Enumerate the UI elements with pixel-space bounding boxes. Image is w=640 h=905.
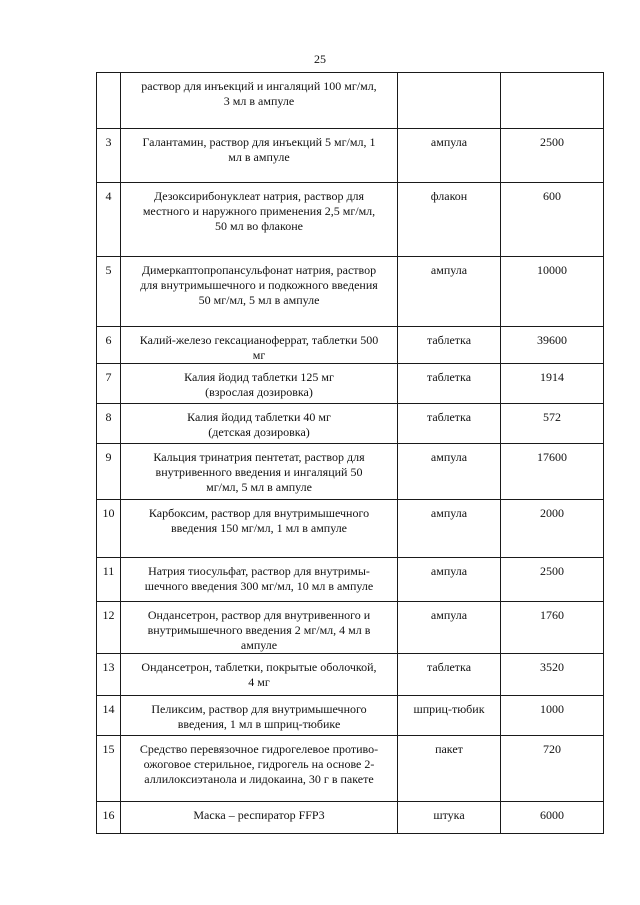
unit-cell: таблетка	[398, 327, 501, 364]
page-number: 25	[314, 52, 326, 66]
unit-cell: ампула	[398, 257, 501, 327]
quantity-cell: 1760	[501, 602, 604, 654]
quantity-cell: 600	[501, 183, 604, 257]
row-number: 11	[97, 558, 121, 602]
item-name-cell	[121, 327, 398, 364]
item-name-line: мл в ампуле	[228, 150, 290, 164]
table-row	[97, 257, 604, 327]
table-row	[97, 404, 604, 444]
item-name-line: 50 мл во флаконе	[215, 219, 303, 233]
item-name-cell	[121, 257, 398, 327]
item-name-cell	[121, 696, 398, 736]
item-name-cell	[121, 558, 398, 602]
item-name-line: 50 мг/мл, 5 мл в ампуле	[198, 293, 320, 307]
row-number: 16	[97, 802, 121, 834]
quantity-cell: 39600	[501, 327, 604, 364]
item-name-cell	[121, 500, 398, 558]
item-name-line: местного и наружного применения 2,5 мг/мл,	[142, 204, 376, 218]
item-name-cell	[121, 183, 398, 257]
quantity-cell: 2000	[501, 500, 604, 558]
quantity-cell: 3520	[501, 654, 604, 696]
quantity-cell: 1914	[501, 364, 604, 404]
row-number: 5	[97, 257, 121, 327]
item-name-line: Ондансетрон, раствор для внутривенного и	[147, 608, 371, 622]
quantity-cell: 572	[501, 404, 604, 444]
item-name-line: ампуле	[240, 638, 278, 652]
item-name-line: Дезоксирибонуклеат натрия, раствор для	[153, 189, 365, 203]
row-number: 3	[97, 129, 121, 183]
item-name-cell	[121, 654, 398, 696]
table-row	[97, 696, 604, 736]
item-name-cell	[121, 736, 398, 802]
unit-cell: ампула	[398, 129, 501, 183]
item-name-line: внутривенного введения и ингаляций 50	[155, 465, 363, 479]
row-number: 8	[97, 404, 121, 444]
row-number: 4	[97, 183, 121, 257]
table-row	[97, 736, 604, 802]
table-row	[97, 602, 604, 654]
item-name-line: введения, 1 мл в шприц-тюбике	[177, 717, 341, 731]
item-name-line: мг/мл, 5 мл в ампуле	[206, 480, 312, 494]
unit-cell: таблетка	[398, 654, 501, 696]
table-row	[97, 802, 604, 834]
row-number: 9	[97, 444, 121, 500]
table-row	[97, 183, 604, 257]
row-number: 10	[97, 500, 121, 558]
unit-cell: ампула	[398, 444, 501, 500]
item-name-cell	[121, 73, 398, 129]
quantity-cell: 17600	[501, 444, 604, 500]
item-name-line: Кальция тринатрия пентетат, раствор для	[153, 450, 365, 464]
table-row	[97, 558, 604, 602]
row-number: 6	[97, 327, 121, 364]
quantity-cell: 6000	[501, 802, 604, 834]
item-name-line: Калий-железо гексацианоферрат, таблетки 500	[139, 333, 379, 347]
item-name-line: ожоговое стерильное, гидрогель на основе 2-	[143, 757, 375, 771]
table-row	[97, 444, 604, 500]
table-row	[97, 654, 604, 696]
item-name-line: Маска – респиратор FFP3	[193, 808, 325, 822]
row-number: 14	[97, 696, 121, 736]
quantity-cell: 2500	[501, 558, 604, 602]
quantity-cell: 2500	[501, 129, 604, 183]
quantity-cell	[501, 73, 604, 129]
unit-cell: пакет	[398, 736, 501, 802]
item-name-line: внутримышечного введения 2 мг/мл, 4 мл в	[147, 623, 371, 637]
unit-cell: таблетка	[398, 364, 501, 404]
unit-cell: ампула	[398, 500, 501, 558]
item-name-line: (взрослая дозировка)	[205, 385, 313, 399]
item-name-cell	[121, 444, 398, 500]
row-number: 13	[97, 654, 121, 696]
item-name-cell	[121, 404, 398, 444]
item-name-line: Димеркаптопропансульфонат натрия, раствор	[141, 263, 377, 277]
unit-cell: ампула	[398, 602, 501, 654]
row-number: 12	[97, 602, 121, 654]
item-name-line: введения 150 мг/мл, 1 мл в ампуле	[170, 521, 348, 535]
quantity-cell: 1000	[501, 696, 604, 736]
table-row	[97, 500, 604, 558]
table-row	[97, 364, 604, 404]
item-name-line: Калия йодид таблетки 125 мг	[184, 370, 334, 384]
item-name-cell	[121, 129, 398, 183]
unit-cell: шприц-тюбик	[398, 696, 501, 736]
unit-cell: штука	[398, 802, 501, 834]
item-name-line: Пеликсим, раствор для внутримышечного	[151, 702, 367, 716]
table-row	[97, 327, 604, 364]
row-number: 15	[97, 736, 121, 802]
quantity-cell: 10000	[501, 257, 604, 327]
row-number	[97, 73, 121, 129]
item-name-cell	[121, 602, 398, 654]
item-name-line: 4 мг	[248, 675, 270, 689]
item-name-line: Карбоксим, раствор для внутримышечного	[148, 506, 370, 520]
item-name-line: для внутримышечного и подкожного введения	[140, 278, 378, 292]
item-name-line: мг	[252, 348, 266, 362]
unit-cell: ампула	[398, 558, 501, 602]
item-name-line: Натрия тиосульфат, раствор для внутримы-	[148, 564, 370, 578]
quantity-cell: 720	[501, 736, 604, 802]
item-name-line: Галантамин, раствор для инъекций 5 мг/мл, 1	[142, 135, 376, 149]
item-name-line: (детская дозировка)	[208, 425, 310, 439]
unit-cell: флакон	[398, 183, 501, 257]
item-name-line: раствор для инъекций и ингаляций 100 мг/мл,	[141, 79, 377, 93]
items-table	[96, 72, 604, 834]
table-row	[97, 129, 604, 183]
table-row	[97, 73, 604, 129]
item-name-line: Ондансетрон, таблетки, покрытые оболочкой,	[141, 660, 377, 674]
item-name-line: 3 мл в ампуле	[223, 94, 295, 108]
item-name-line: аллилоксиэтанола и лидокаина, 30 г в пакете	[144, 772, 374, 786]
item-name-line: шечного введения 300 мг/мл, 10 мл в ампуле	[144, 579, 374, 593]
item-name-line: Калия йодид таблетки 40 мг	[187, 410, 331, 424]
row-number: 7	[97, 364, 121, 404]
unit-cell: таблетка	[398, 404, 501, 444]
unit-cell	[398, 73, 501, 129]
item-name-cell	[121, 802, 398, 834]
item-name-cell	[121, 364, 398, 404]
item-name-line: Средство перевязочное гидрогелевое противо-	[139, 742, 379, 756]
